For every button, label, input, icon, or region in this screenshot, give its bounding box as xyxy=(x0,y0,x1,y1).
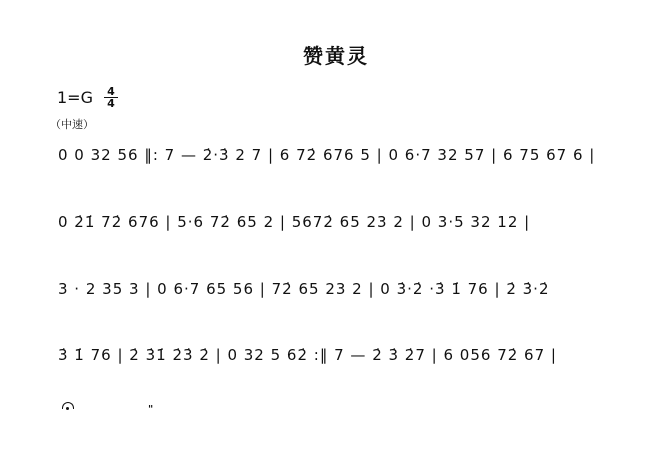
score-line-text: 3̇ 1̇ 76 | 2̇ 3̇1̇ 2̇3̇ 2̇ | 0 32 5 62̇ :‖ 7 — 2̇ 3̇ 2̇7 | 6 056 72̇ 67 | xyxy=(58,346,557,364)
score-line-text: 0 0 32 56 ‖: 7 — 2̇·3̇ 2 7 | 6 72̇ 676 5 | 0 6·7 32 57 | 6 75 67 6 | xyxy=(58,146,596,164)
time-signature-denominator: 4 xyxy=(104,97,118,109)
time-signature-numerator: 4 xyxy=(107,85,115,98)
score-line-1 xyxy=(58,140,595,170)
score-line-4 xyxy=(58,340,557,370)
end-mark: " xyxy=(148,404,154,415)
score-line-3 xyxy=(58,274,549,304)
key-signature: 1=G xyxy=(57,88,93,107)
tempo-marking: （中速） xyxy=(50,118,94,131)
page-title: 赞黄灵 xyxy=(303,44,369,68)
time-signature xyxy=(104,86,118,109)
score-line-text: 3 · 2 35 3 | 0 6·7 65 56 | 72̇ 65 23 2 | 0 3̇·2̇ ·3̇ 1̇ 76 | 2̇ 3̇·2̇ xyxy=(58,280,550,298)
score-line-2 xyxy=(58,207,530,237)
fermata-dot-icon xyxy=(66,407,69,410)
score-line-text: 0 2̇1̇ 72̇ 676 | 5·6 72̇ 65 2 | 5672̇ 65 23 2 | 0 3·5 32 12 | xyxy=(58,213,531,231)
